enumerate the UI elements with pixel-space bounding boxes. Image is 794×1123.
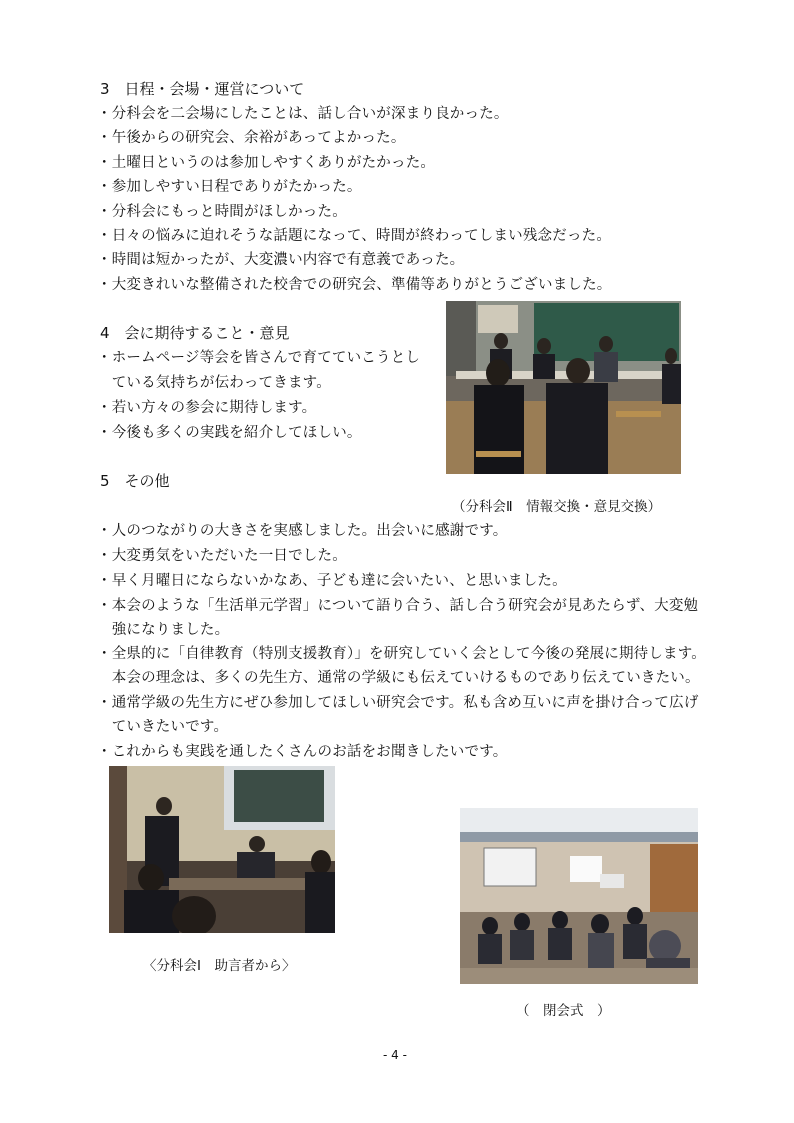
section4-item: ・今後も多くの実践を紹介してほしい。 [97, 425, 362, 441]
caption-session1: 〈分科会Ⅰ 助言者から〉 [143, 958, 296, 974]
section3-item: ・午後からの研究会、余裕があってよかった。 [97, 130, 406, 146]
section5-item: ・これからも実践を通したくさんのお話をお聞きしたいです。 [97, 744, 508, 760]
section5-item: ・大変勇気をいただいた一日でした。 [97, 548, 347, 564]
section4-item: ・ホームページ等会を皆さんで育てていこうとし [97, 350, 421, 366]
section4-item: ・若い方々の参会に期待します。 [97, 400, 317, 416]
section3-item: ・日々の悩みに迫れそうな話題になって、時間が終わってしまい残念だった。 [97, 228, 612, 244]
section3-item: ・分科会にもっと時間がほしかった。 [97, 204, 347, 220]
page-number: - 4 - [383, 1048, 407, 1062]
section5-item: ・人のつながりの大きさを実感しました。出会いに感謝です。 [97, 523, 508, 539]
caption-closing: （ 閉会式 ） [516, 1003, 611, 1019]
section5-item: 強になりました。 [97, 622, 230, 638]
section3-item: ・分科会を二会場にしたことは、話し合いが深まり良かった。 [97, 106, 509, 122]
section3-item: ・参加しやすい日程でありがたかった。 [97, 179, 362, 195]
section5-item: ・本会のような「生活単元学習」について語り合う、話し合う研究会が見あたらず、大変勉 [97, 598, 699, 614]
caption-session2: （分科会Ⅱ 情報交換・意見交換） [452, 499, 662, 515]
section5-item: 本会の理念は、多くの先生方、通常の学級にも伝えていけるものであり伝えていきたい。 [97, 670, 700, 686]
section5-item: ・早く月曜日にならないかなあ、子ども達に会いたい、と思いました。 [97, 573, 567, 589]
section3-heading: 3 日程・会場・運営について [100, 80, 305, 98]
section3-item: ・大変きれいな整備された校舎での研究会、準備等ありがとうございました。 [97, 277, 612, 293]
section5-item: ・全県的に「自律教育（特別支援教育）」を研究していく会として今後の発展に期待します。 [97, 646, 706, 662]
section4-item: ている気持ちが伝わってきます。 [97, 375, 331, 391]
section4-heading: 4 会に期待すること・意見 [100, 324, 290, 342]
section3-item: ・時間は短かったが、大変濃い内容で有意義であった。 [97, 252, 465, 268]
section3-item: ・土曜日というのは参加しやすくありがたかった。 [97, 155, 436, 171]
section5-heading: 5 その他 [100, 472, 170, 490]
photo-session2 [446, 301, 681, 474]
photo-closing [460, 808, 698, 984]
section5-item: ていきたいです。 [97, 719, 229, 735]
photo-session1 [109, 766, 335, 933]
section5-item: ・通常学級の先生方にぜひ参加してほしい研究会です。私も含め互いに声を掛け合って広げ [97, 695, 699, 711]
